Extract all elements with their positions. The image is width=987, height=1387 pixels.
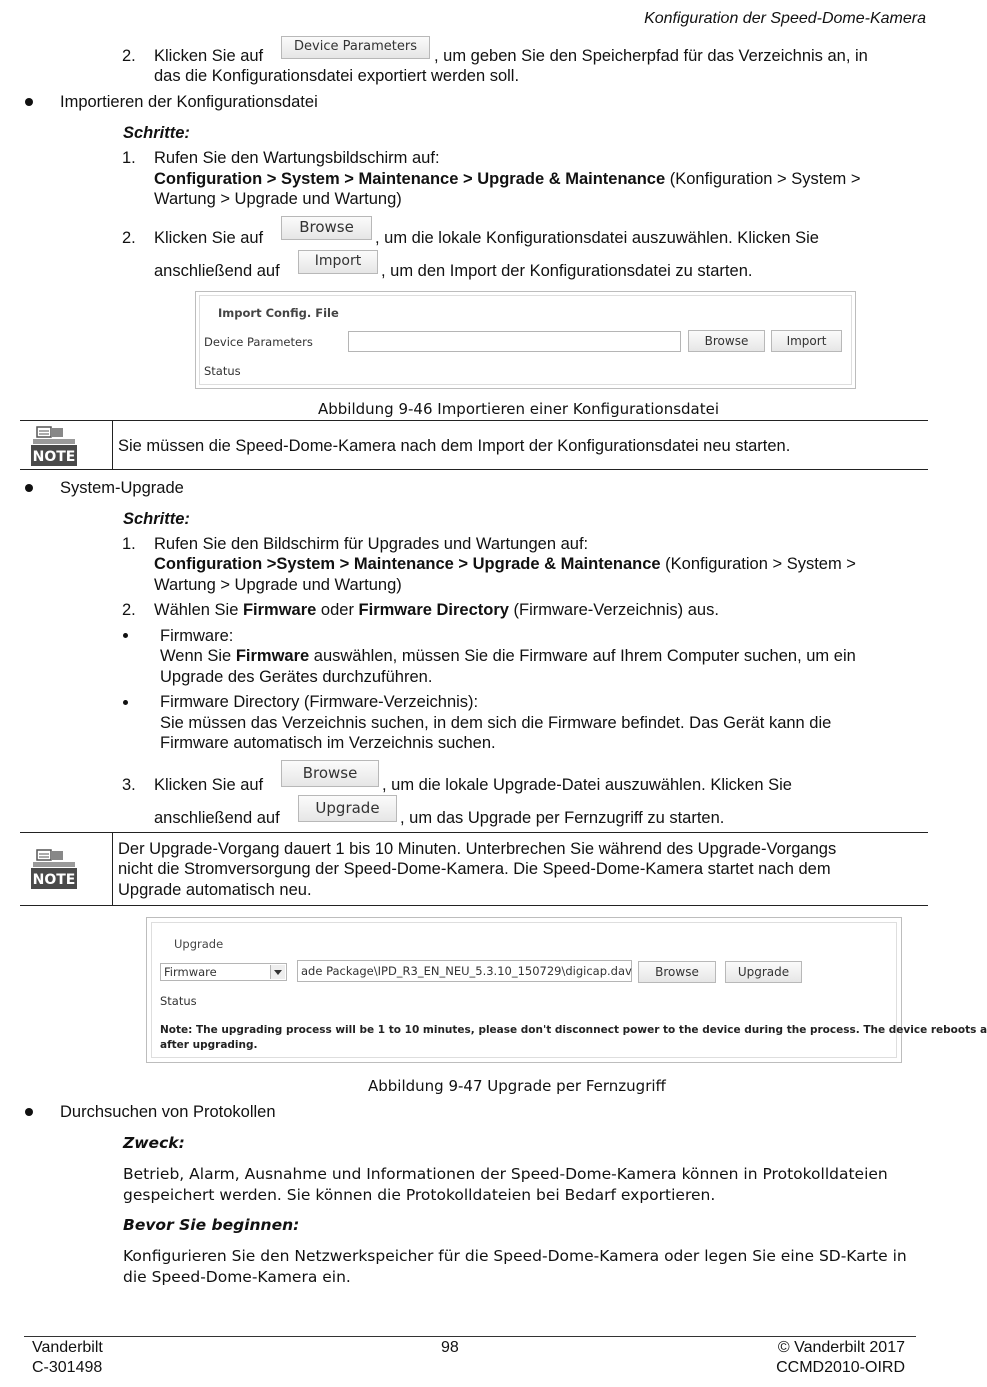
page-number: 98	[441, 1339, 459, 1356]
bullet-point	[25, 1108, 33, 1116]
menu-path: Configuration >System > Maintenance > Upgrade & Maintenance	[154, 555, 661, 573]
paragraph-text: Konfigurieren Sie den Netzwerkspeicher für die Speed-Dome-Kamera oder legen Sie eine SD-Karte in	[123, 1247, 907, 1265]
footer-product-code: CCMD2010-OIRD	[776, 1359, 905, 1376]
upgrade-type-select[interactable]	[160, 963, 287, 981]
footer-divider	[24, 1336, 916, 1337]
step-text: , um das Upgrade per Fernzugriff zu starten.	[400, 809, 725, 827]
step-text	[154, 601, 719, 620]
paragraph-text: gespeichert werden. Sie können die Protokolldateien bei Bedarf exportieren.	[123, 1186, 716, 1204]
menu-path-translation: (Konfiguration > System >	[660, 555, 856, 573]
step-text: Wartung > Upgrade und Wartung)	[154, 576, 402, 594]
step-text: anschließend auf	[154, 809, 280, 827]
text-segment: Wählen Sie	[154, 601, 243, 619]
steps-label: Schritte:	[123, 124, 190, 142]
note-icon	[28, 848, 78, 892]
step-text: , um den Import der Konfigurationsdatei zu starten.	[381, 262, 753, 280]
step-text: Klicken Sie auf	[154, 229, 264, 247]
section-heading: Importieren der Konfigurationsdatei	[60, 93, 318, 111]
sub-bullet	[123, 700, 128, 705]
footer-copyright: © Vanderbilt 2017	[777, 1339, 905, 1356]
step-text: Klicken Sie auf	[154, 776, 264, 794]
divider	[112, 833, 113, 905]
panel-title: Import Config. File	[218, 306, 339, 320]
step-text	[154, 170, 861, 189]
step-text	[154, 555, 856, 574]
footer-company: Vanderbilt	[32, 1339, 103, 1356]
step-text: Wartung > Upgrade und Wartung)	[154, 190, 402, 208]
menu-path-translation: (Konfiguration > System >	[665, 170, 861, 188]
import-button[interactable]: Import	[298, 250, 378, 274]
step-number: 2.	[122, 229, 136, 247]
note-icon-label: NOTE	[32, 449, 76, 465]
upgrade-panel	[146, 917, 987, 1063]
note-text: Upgrade automatisch neu.	[118, 881, 312, 899]
option-firmware: Firmware	[242, 601, 317, 619]
panel-frame	[151, 922, 897, 1058]
device-parameters-button[interactable]: Device Parameters	[281, 36, 430, 59]
browse-button[interactable]: Browse	[281, 760, 379, 787]
paragraph-text: Betrieb, Alarm, Ausnahme und Informationen der Speed-Dome-Kamera können in Protokolldateien	[123, 1165, 888, 1183]
note-box	[20, 832, 928, 906]
select-value: Firmware	[164, 965, 217, 979]
browse-button[interactable]: Browse	[281, 216, 372, 240]
step-number: 1.	[122, 149, 136, 167]
option-firmware-directory: Firmware Directory	[358, 601, 509, 619]
note-text: Sie müssen die Speed-Dome-Kamera nach dem Import der Konfigurationsdatei neu starten.	[118, 437, 791, 455]
sub-item-title: Firmware:	[160, 627, 234, 645]
step-text: , um die lokale Konfigurationsdatei auszuwählen. Klicken Sie	[375, 229, 819, 247]
before-label: Bevor Sie beginnen:	[123, 1216, 300, 1234]
bullet-point	[25, 98, 33, 106]
page-header-title: Konfiguration der Speed-Dome-Kamera	[644, 10, 926, 27]
text-segment: (Firmware-Verzeichnis) aus.	[508, 601, 719, 619]
step-number: 1.	[122, 535, 136, 553]
import-button[interactable]: Import	[771, 330, 842, 352]
section-heading: System-Upgrade	[60, 479, 184, 497]
text-segment: auswählen, müssen Sie die Firmware auf Ihrem Computer suchen, um ein	[309, 647, 856, 665]
upgrade-button[interactable]: Upgrade	[725, 961, 802, 983]
steps-label: Schritte:	[123, 510, 190, 528]
step-number: 2.	[122, 47, 136, 65]
bullet-point	[25, 484, 33, 492]
panel-title: Upgrade	[174, 937, 224, 951]
browse-button[interactable]: Browse	[688, 330, 765, 352]
browse-button[interactable]: Browse	[638, 961, 716, 983]
status-label: Status	[204, 364, 241, 378]
upgrade-button[interactable]: Upgrade	[298, 795, 397, 822]
note-box	[20, 420, 928, 470]
divider	[112, 421, 113, 469]
sub-bullet	[123, 633, 128, 638]
status-label: Status	[160, 994, 197, 1008]
note-text: nicht die Stromversorgung der Speed-Dome-Kamera. Die Speed-Dome-Kamera startet nach dem	[118, 860, 831, 878]
chevron-down-icon[interactable]	[270, 965, 285, 979]
text-bold: Firmware	[235, 647, 310, 665]
figure-caption: Abbildung 9-47 Upgrade per Fernzugriff	[368, 1077, 666, 1095]
purpose-label: Zweck:	[123, 1134, 185, 1152]
step-text: Rufen Sie den Bildschirm für Upgrades und Wartungen auf:	[154, 535, 589, 553]
section-heading: Durchsuchen von Protokollen	[60, 1103, 276, 1121]
step-text: anschließend auf	[154, 262, 280, 280]
note-icon	[28, 425, 78, 469]
step-number: 2.	[122, 601, 136, 619]
footer-doc-id: C-301498	[32, 1359, 103, 1376]
step-text: Rufen Sie den Wartungsbildschirm auf:	[154, 149, 440, 167]
note-text: Der Upgrade-Vorgang dauert 1 bis 10 Minuten. Unterbrechen Sie während des Upgrade-Vorgangs	[118, 840, 837, 858]
firmware-path-field[interactable]	[297, 960, 632, 982]
step-text: , um die lokale Upgrade-Datei auszuwählen. Klicken Sie	[382, 776, 792, 794]
upgrade-note: after upgrading.	[160, 1039, 258, 1051]
note-icon-label: NOTE	[32, 872, 76, 888]
sub-item-text: Upgrade des Gerätes durchzuführen.	[160, 668, 433, 686]
step-text: Klicken Sie auf	[154, 47, 264, 65]
sub-item-text	[160, 647, 856, 666]
upgrade-note: Note: The upgrading process will be 1 to 10 minutes, please don't disconnect power to the device during the process. The device reboots a	[160, 1024, 987, 1036]
sub-item-title: Firmware Directory (Firmware-Verzeichnis):	[160, 693, 479, 711]
figure-caption: Abbildung 9-46 Importieren einer Konfigurationsdatei	[318, 400, 720, 418]
step-text: das die Konfigurationsdatei exportiert werden soll.	[154, 67, 520, 85]
menu-path: Configuration > System > Maintenance > Upgrade & Maintenance	[154, 170, 666, 188]
import-config-panel	[195, 291, 856, 389]
text-segment: oder	[316, 601, 359, 619]
step-text: , um geben Sie den Speicherpfad für das Verzeichnis an, in	[434, 47, 868, 65]
sub-item-text: Sie müssen das Verzeichnis suchen, in dem sich die Firmware befindet. Das Gerät kann die	[160, 714, 832, 732]
path-value: ade Package\IPD_R3_EN_NEU_5.3.10_150729\digicap.dav	[301, 964, 632, 978]
sub-item-text: Firmware automatisch im Verzeichnis suchen.	[160, 734, 496, 752]
step-number: 3.	[122, 776, 136, 794]
text-segment: Wenn Sie	[160, 647, 236, 665]
device-parameters-label: Device Parameters	[204, 335, 313, 349]
device-parameters-field[interactable]	[348, 331, 681, 352]
paragraph-text: die Speed-Dome-Kamera ein.	[123, 1268, 351, 1286]
